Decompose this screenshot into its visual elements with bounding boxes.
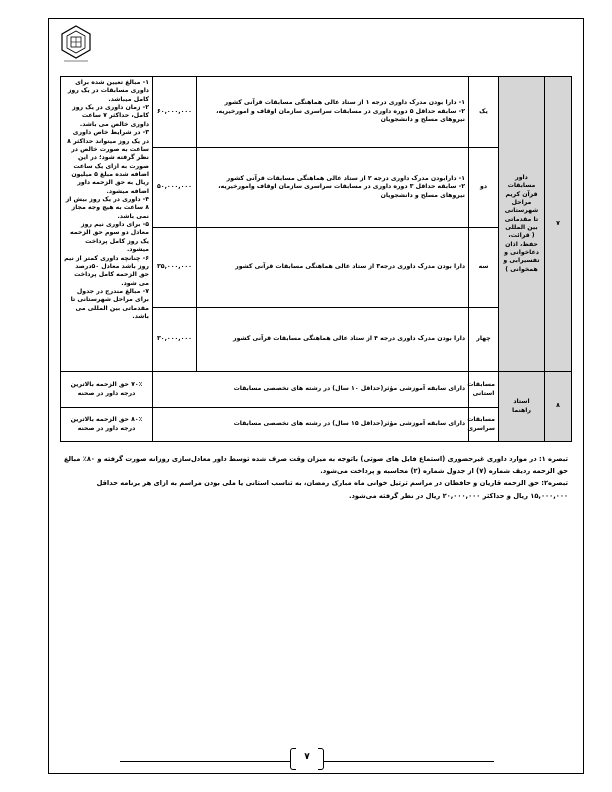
fee-percent-cell: ۷۰٪ حق الزحمه بالاترین درجه داور در صحنه xyxy=(61,372,153,408)
institution-emblem-icon xyxy=(58,24,94,64)
table-row xyxy=(61,372,572,408)
level-cell: یک xyxy=(469,77,499,148)
fee-percent-cell: ۸۰٪ حق الزحمه بالاترین درجه داور در صحنه xyxy=(61,408,153,442)
amount-cell: ۵۰,۰۰۰,۰۰۰ xyxy=(153,148,197,228)
footnote-1: تبصره ۱: در موارد داوری غیرحضوری (استماع فایل های صوتی) باتوجه به میزان وقت صرف شده توسط داور معادل‌سازی روزانه صورت گرفته و ۸۰٪ مبالغ حق الزحمه ردیف شماره (۷) از جدول شماره (۲) محاسبه و پرداخت می‌شود. xyxy=(63,455,568,476)
conditions-cell: دارا بودن مدرک داوری درجه ۴ از ستاد عالی هماهنگی مسابقات قرآنی کشور xyxy=(197,308,469,372)
conditions-cell: ۱- دارا بودن مدرک داوری درجه ۱ از ستاد عالی هماهنگی مسابقات قرآنی کشور ۲- سابقه حداقل ۵ دوره داوری در مسابقات سراسری سازمان اوقاف و امورخیریه، نیروهای مسلح و دانشجویان xyxy=(197,77,469,148)
conditions-cell: دارای سابقه آموزشی مؤثر(حداقل ۱۵ سال) در رشته های تخصصی مسابقات xyxy=(153,408,469,442)
conditions-cell: دارا بودن مدرک داوری درجه۳ از ستاد عالی هماهنگی مسابقات قرآنی کشور xyxy=(197,228,469,308)
footer-rule-left xyxy=(120,761,290,762)
fee-table xyxy=(60,76,572,442)
footnote-2: تبصره۲: حق الزحمه قاریان و حافظان در مراسم ترتیل خوانی ماه مبارک رمضان، به تناسب استانی یا ملی بودن مراسم به ازای هر برنامه حداقل ۱۵,۰۰۰,۰۰۰ ریال و حداکثر ۲۰,۰۰۰,۰۰۰ ریال در نظر گرفته می‌شود. xyxy=(96,479,568,500)
amount-cell: ۳۵,۰۰۰,۰۰۰ xyxy=(153,228,197,308)
row-number: ۷ xyxy=(545,77,572,372)
row-number: ۸ xyxy=(545,372,572,442)
table-row xyxy=(61,408,572,442)
level-cell: سه xyxy=(469,228,499,308)
conditions-cell: دارای سابقه آموزشی مؤثر(حداقل ۱۰ سال) در رشته های تخصصی مسابقات xyxy=(153,372,469,408)
page-number: ۷ xyxy=(304,752,310,762)
level-cell: دو xyxy=(469,148,499,228)
conditions-cell: ۱- دارابودن مدرک داوری درجه ۲ از ستاد عالی هماهنگی مسابقات قرآنی کشور ۲- سابقه حداقل ۳ دوره داوری در مسابقات سراسری سازمان اوقاف وامورخیریه، نیروهای مسلح و دانشجویان xyxy=(197,148,469,228)
amount-cell: ۶۰,۰۰۰,۰۰۰ xyxy=(153,77,197,148)
table-row xyxy=(61,77,572,148)
amount-cell: ۳۰,۰۰۰,۰۰۰ xyxy=(153,308,197,372)
level-cell: چهار xyxy=(469,308,499,372)
footer-rule-right xyxy=(324,761,494,762)
footnotes xyxy=(62,453,568,502)
notes-cell: ۱- مبالغ تعیین شده برای داوری مسابقات در یک روز کامل میباشد. ۲- زمان داوری در یک روز کامل، حداکثر ۷ ساعت داوری خالص می باشد. ۳- در شرایط خاص داوری در یک روز میتواند حداکثر ۸ ساعت به صورت خالص در نظر گرفته شود؛ در این صورت به ازای یک ساعت اضافه شده مبلغ ۵ میلیون ریال به حق الزحمه داور اضافه میشود. ۴- داوری در یک روز بیش از ۸ ساعت به هیچ وجه مجاز نمی باشد. ۵- برای داوری نیم روز معادل دو سوم حق الزحمه یک روز کامل پرداخت میشود. ۶- چنانچه داوری کمتر از نیم روز باشد معادل ۵۰درصد حق الزحمه کامل پرداخت می شود. ۷- مبالغ مندرج در جدول برای مراحل شهرستانی تا مقدماتی بین المللی می باشد. xyxy=(61,77,153,372)
level-cell: مسابقات سراسری xyxy=(469,408,499,442)
level-cell: مسابقات استانی xyxy=(469,372,499,408)
category-cell: استاد راهنما xyxy=(499,372,545,442)
category-cell: داور مسابقات قرآن کریم مراحل شهرستانی تا مقدماتی بین المللی ( قرائت، حفظ، اذان دعاخوانی و تفسیرابی و همخوانی ) xyxy=(499,77,545,372)
page-bracket-right xyxy=(318,748,324,770)
